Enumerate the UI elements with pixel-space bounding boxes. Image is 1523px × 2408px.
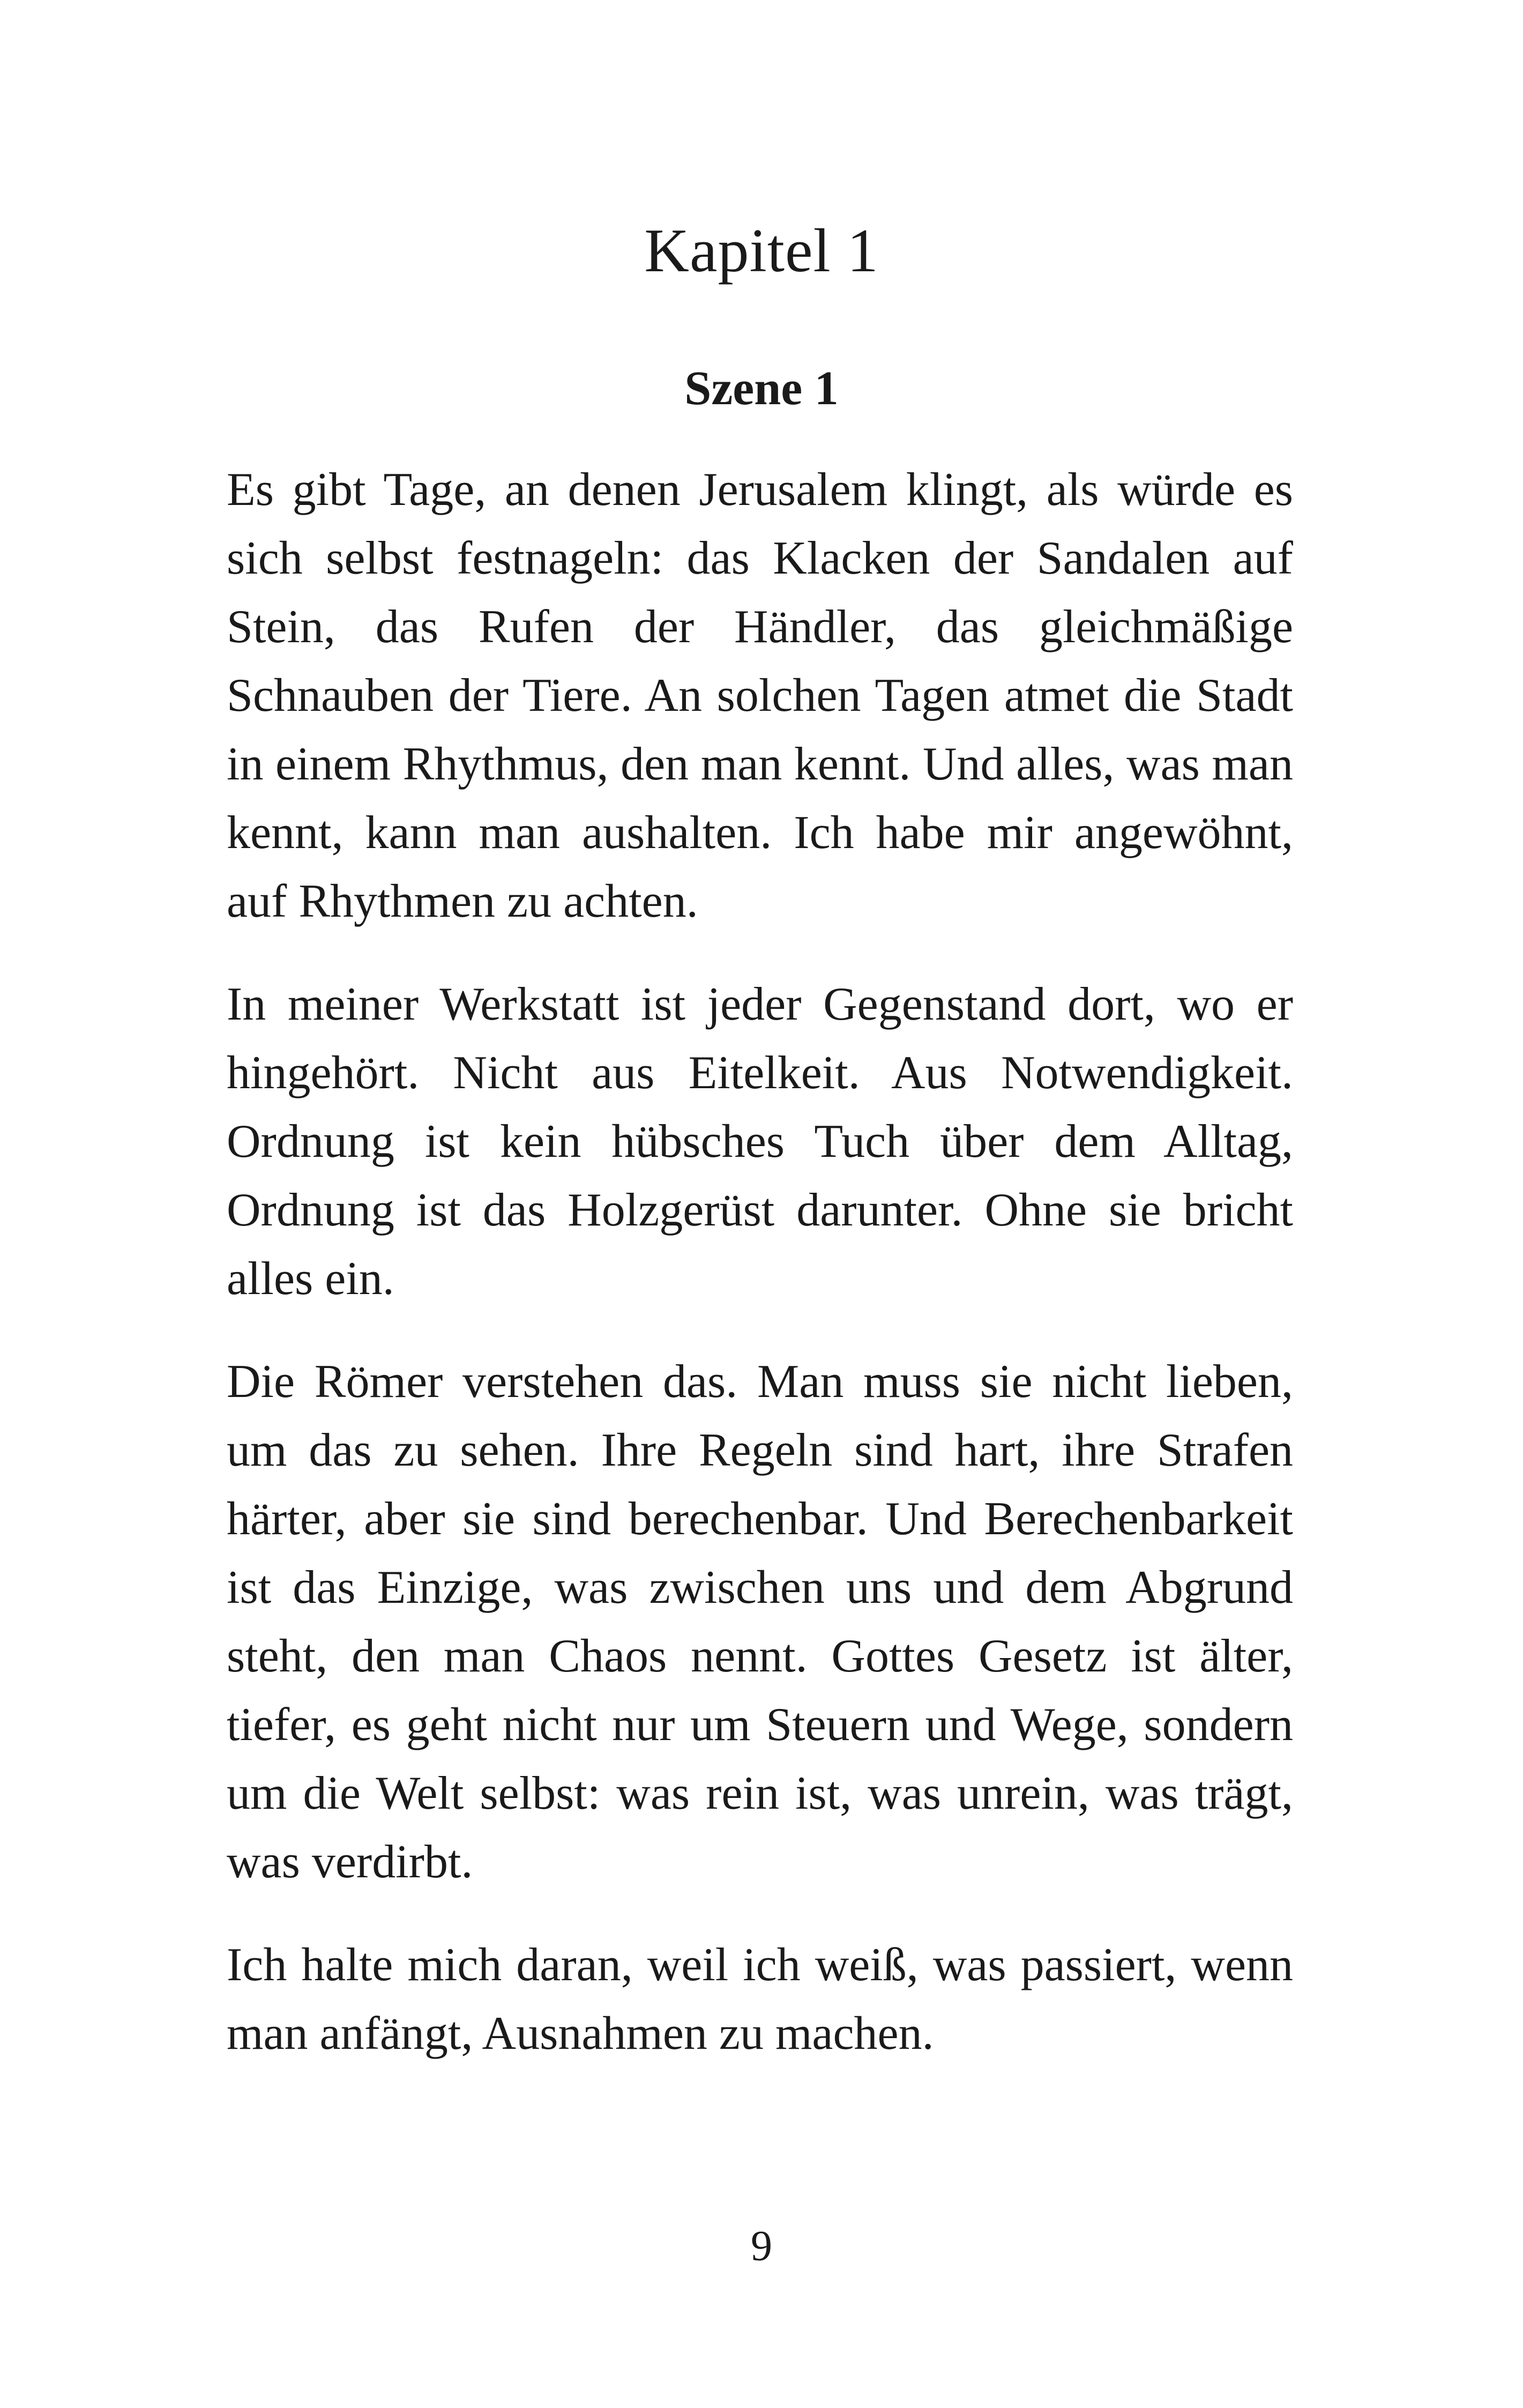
paragraph: Es gibt Tage, an denen Jerusalem klingt, als würde es sich selbst festnageln: das Klacken der Sandalen auf Stein, das Rufen der Händler, das gleichmäßige Schnauben der Tiere. An solchen Tagen atmet die Stadt in einem Rhythmus, den man kennt. Und alles, was man kennt, kann man aushalten. Ich habe mir angewöhnt, auf Rhythmen zu achten. xyxy=(227,464,1293,927)
body-text xyxy=(227,456,1293,2102)
page-number: 9 xyxy=(751,2223,772,2270)
paragraph: Ich halte mich daran, weil ich weiß, was passiert, wenn man anfängt, Ausnahmen zu machen. xyxy=(227,1939,1293,2060)
chapter-title: Kapitel 1 xyxy=(644,217,879,285)
scene-title: Szene 1 xyxy=(684,362,839,415)
paragraph: In meiner Werkstatt ist jeder Gegenstand dort, wo er hingehört. Nicht aus Eitelkeit. Aus Notwendigkeit. Ordnung ist kein hübsches Tuch über dem Alltag, Ordnung ist das Holzgerüst darunter. Ohne sie bricht alles ein. xyxy=(227,978,1293,1305)
paragraph: Die Römer verstehen das. Man muss sie nicht lieben, um das zu sehen. Ihre Regeln sind hart, ihre Strafen härter, aber sie sind berechenbar. Und Berechenbarkeit ist das Einzige, was zwischen uns und dem Abgrund steht, den man Chaos nennt. Gottes Gesetz ist älter, tiefer, es geht nicht nur um Steuern und Wege, sondern um die Welt selbst: was rein ist, was unrein, was trägt, was verdirbt. xyxy=(227,1356,1293,1888)
